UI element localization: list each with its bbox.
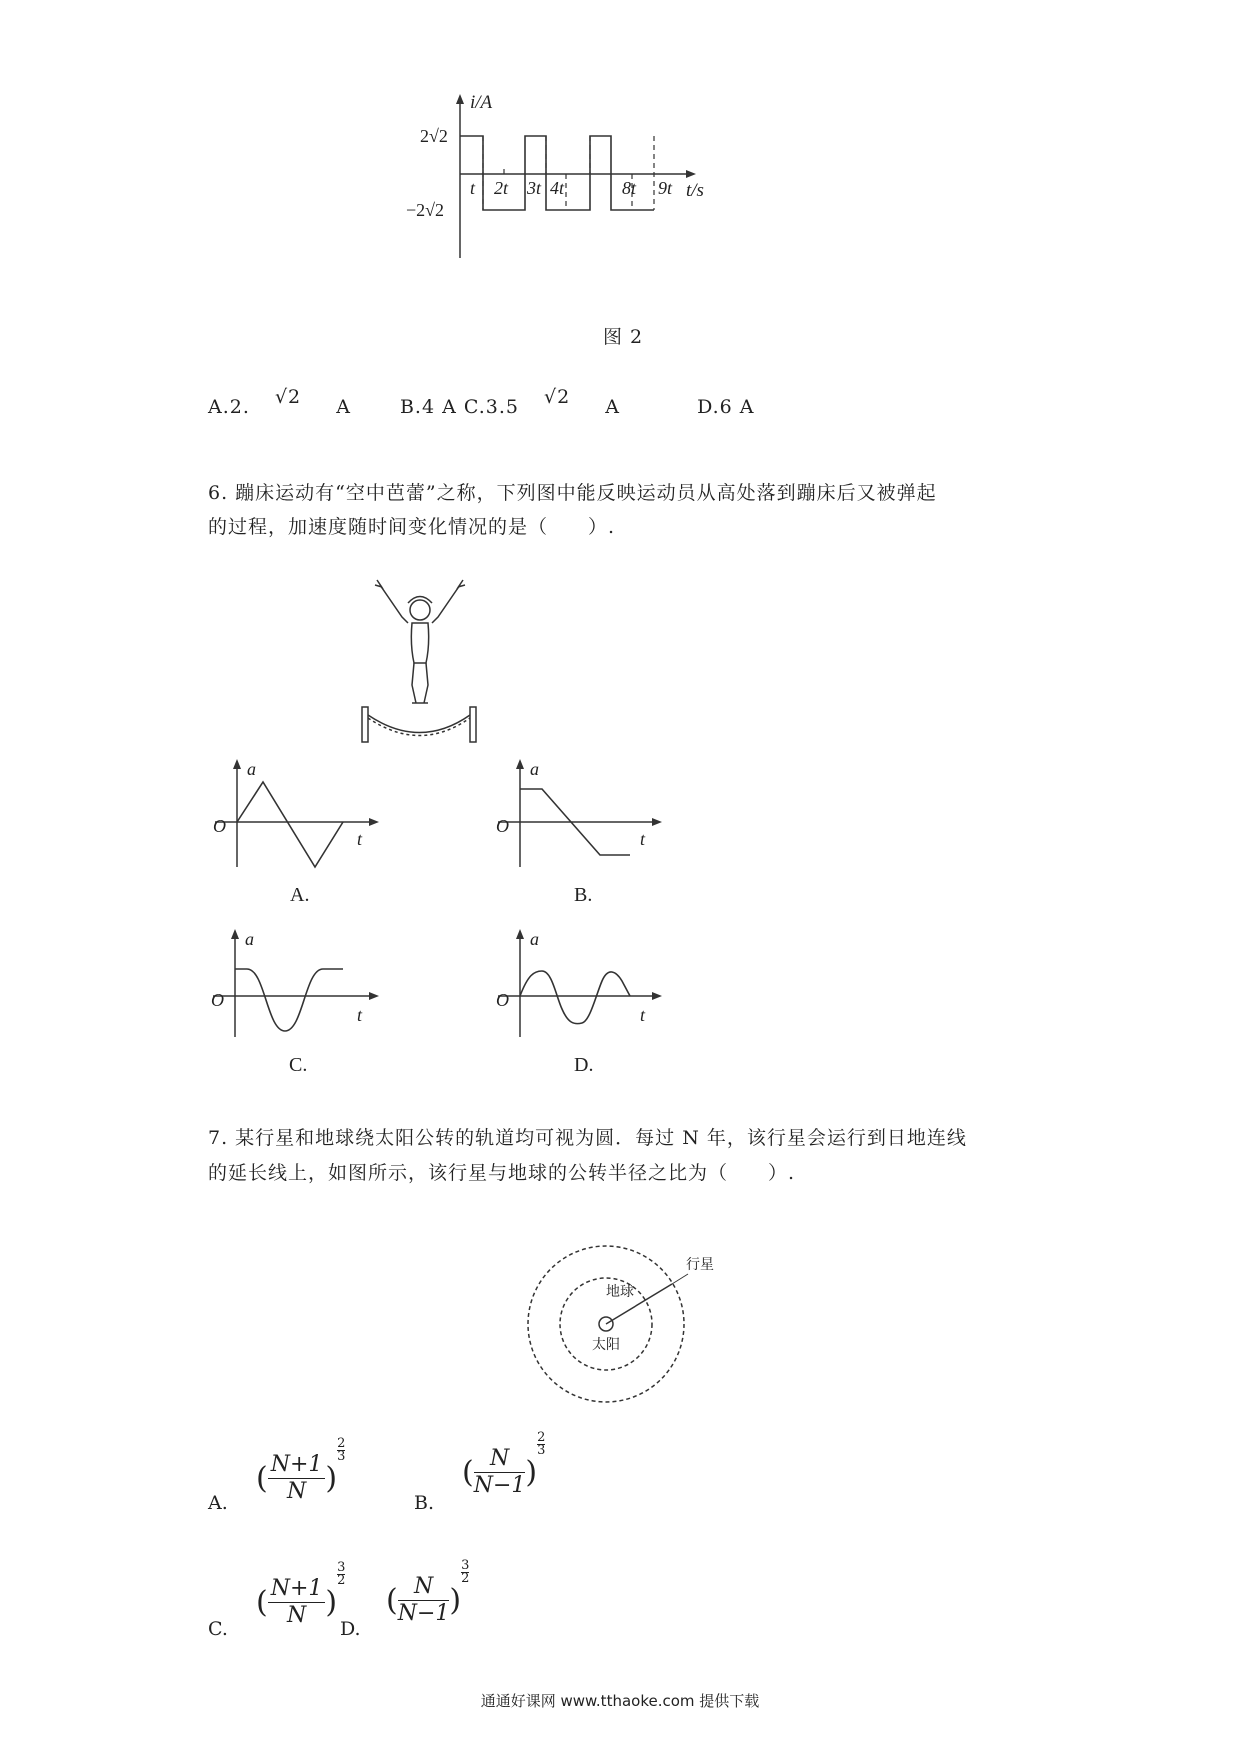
q7-option-b-label: B. — [414, 1492, 435, 1514]
graph-a-label: A. — [290, 884, 310, 906]
graph-d-curve — [520, 971, 630, 1024]
sun-label: 太阳 — [592, 1338, 620, 1353]
q5-option-a-unit: A — [336, 396, 351, 418]
q7-option-d-label: D. — [340, 1618, 361, 1640]
q5-options — [208, 386, 755, 418]
x-tick-4t: 4t — [550, 178, 565, 198]
q7-option-c — [208, 1576, 228, 1640]
x-tick-9t: 9t — [658, 178, 673, 198]
figure-2-current-graph — [400, 90, 730, 290]
graph-d-label: D. — [574, 1054, 594, 1076]
page-footer: 通通好课网 www.tthaoke.com 提供下载 — [480, 1692, 760, 1710]
graph-c-origin: O — [211, 990, 224, 1010]
graph-c-label: C. — [289, 1054, 308, 1076]
graph-c-axis-x: t — [357, 1005, 363, 1025]
q6-graph-d — [490, 925, 670, 1080]
q5-option-c-root: √2 — [544, 386, 571, 408]
q6-line-2: 的过程，加速度随时间变化情况的是（ ）. — [208, 516, 616, 538]
q7-line-2: 的延长线上，如图所示，该行星与地球的公转半径之比为（ ）. — [208, 1162, 796, 1184]
graph-a-curve — [237, 782, 343, 867]
q7-option-a-expr: ( $\frac{N+1}{N}$ ) $\frac{2}{3}$ — [256, 1436, 346, 1504]
x-tick-t: t — [470, 178, 476, 198]
q7-option-d-expr: ( $\frac{N}{N-1}$ ) $\frac{3}{2}$ — [386, 1558, 470, 1626]
q5-option-c-prefix: C.3.5 — [463, 396, 519, 418]
y-tick-pos: 2√2 — [420, 126, 448, 146]
figure-2-caption: 图 2 — [603, 326, 644, 348]
planet-label: 行星 — [686, 1258, 714, 1273]
q7-option-a-label: A. — [208, 1492, 228, 1514]
q7-option-c-expr: ( $\frac{N+1}{N}$ ) $\frac{3}{2}$ — [256, 1560, 346, 1628]
graph-a-axis-x: t — [357, 829, 363, 849]
graph-a-origin: O — [213, 816, 226, 836]
graph-b-origin: O — [496, 816, 509, 836]
q5-option-a-prefix: A.2. — [208, 396, 250, 418]
q5-option-d: D.6 A — [697, 396, 755, 418]
x-tick-2t: 2t — [494, 178, 509, 198]
q6-graph-a — [205, 755, 385, 910]
graph-d-axis-y: a — [530, 929, 539, 949]
q5-option-a-root: √2 — [274, 386, 302, 408]
q7-option-b — [414, 1450, 435, 1514]
q5-option-b: B.4 A — [399, 396, 457, 418]
q7-option-d — [340, 1576, 361, 1640]
y-tick-neg: −2√2 — [406, 200, 445, 220]
square-wave — [460, 136, 654, 210]
q7-line-1: 7. 某行星和地球绕太阳公转的轨道均可视为圆．每过 N 年，该行星会运行到日地连线 — [208, 1127, 967, 1149]
q6-graph-b — [490, 755, 670, 910]
graph-b-label: B. — [574, 884, 593, 906]
x-tick-8t: 8t — [622, 178, 637, 198]
x-tick-3t: 3t — [527, 178, 542, 198]
y-axis-label: i/A — [470, 92, 493, 113]
q6-graph-c — [205, 925, 385, 1080]
q5-option-c-unit: A — [605, 396, 621, 418]
graph-a-axis-y: a — [247, 759, 256, 779]
orbit-diagram — [520, 1240, 750, 1410]
q7-option-c-label: C. — [208, 1618, 228, 1640]
graph-b-axis-x: t — [640, 829, 646, 849]
trampoline-jumper-illustration — [350, 575, 490, 750]
q6-line-1: 6. 蹦床运动有“空中芭蕾”之称，下列图中能反映运动员从高处落到蹦床后又被弹起 — [208, 482, 937, 504]
earth-label: 地球 — [606, 1285, 634, 1300]
graph-b-axis-y: a — [530, 759, 539, 779]
graph-d-origin: O — [496, 990, 509, 1010]
q7-option-b-expr: ( $\frac{N}{N-1}$ ) $\frac{2}{3}$ — [462, 1430, 546, 1498]
graph-c-curve — [235, 969, 343, 1031]
x-axis-label: t/s — [686, 180, 704, 201]
graph-d-axis-x: t — [640, 1005, 646, 1025]
graph-c-axis-y: a — [245, 929, 254, 949]
q7-option-a — [208, 1450, 228, 1514]
